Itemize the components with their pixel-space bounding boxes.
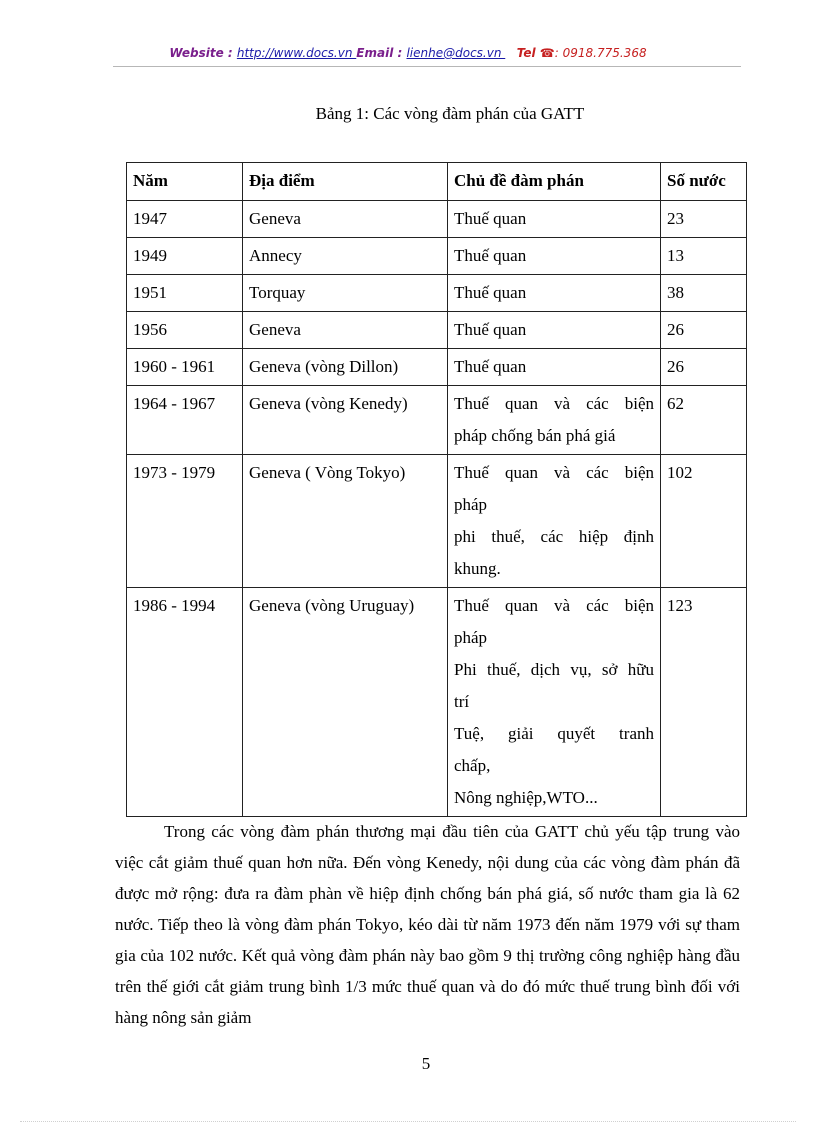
- cell-place: Geneva (vòng Dillon): [243, 349, 448, 386]
- cell-year: 1947: [127, 201, 243, 238]
- table-body: [127, 201, 747, 817]
- page-number: 5: [421, 1054, 431, 1073]
- table-row: [127, 386, 747, 455]
- cell-topic: [448, 201, 661, 238]
- topic-line: chấp,: [454, 756, 491, 775]
- topic-line: phi thuế, các hiệp định: [454, 527, 654, 546]
- cell-year: 1973 - 1979: [127, 455, 243, 588]
- column-header-topic: Chủ đề đàm phán: [448, 163, 661, 201]
- table-caption: Bảng 1: Các vòng đàm phán của GATT: [315, 104, 585, 123]
- topic-line: Thuế quan: [454, 246, 527, 265]
- topic-line: pháp: [454, 628, 488, 647]
- cell-year: 1956: [127, 312, 243, 349]
- header-divider: [113, 66, 741, 67]
- topic-line: Thuế quan và các biện: [454, 463, 654, 482]
- column-header-countries: Số nước: [661, 163, 747, 201]
- tel-label: Tel: [516, 46, 540, 60]
- cell-place: Geneva: [243, 201, 448, 238]
- cell-place: Geneva (vòng Kenedy): [243, 386, 448, 455]
- cell-countries: 102: [661, 455, 747, 588]
- cell-countries: 38: [661, 275, 747, 312]
- topic-line: Thuế quan: [454, 283, 527, 302]
- table-row: [127, 455, 747, 588]
- body-paragraph: Trong các vòng đàm phán thương mại đầu tiên của GATT chủ yếu tập trung vào việc cắt giảm thuế quan hơn nữa. Đến vòng Kenedy, nội dung của các vòng đàm phán đã được mở rộng: đưa ra đàm phàn về hiệp định chống bán phá giá, số nước tham gia là 62 nước. Tiếp theo là vòng đàm phán Tokyo, kéo dài từ năm 1973 đến năm 1979 với sự tham gia của 102 nước. Kết quả vòng đàm phán này bao gồm 9 thị trường công nghiệp hàng đầu trên thế giới cắt giảm trung bình 1/3 mức thuế quan và do đó mức thuế trung bình đối với hàng nông sản giảm: [115, 822, 740, 1027]
- gatt-rounds-table: [126, 162, 747, 817]
- table-row: [127, 238, 747, 275]
- topic-line: Nông nghiệp,WTO...: [454, 788, 598, 807]
- cell-topic: [448, 588, 661, 817]
- cell-place: Annecy: [243, 238, 448, 275]
- cell-place: Geneva: [243, 312, 448, 349]
- topic-line: pháp chống bán phá giá: [454, 426, 616, 445]
- table-row: [127, 275, 747, 312]
- topic-line: khung.: [454, 559, 501, 578]
- column-header-year: Năm: [127, 163, 243, 201]
- topic-line: pháp: [454, 495, 488, 514]
- cell-countries: 123: [661, 588, 747, 817]
- cell-countries: 23: [661, 201, 747, 238]
- cell-year: 1960 - 1961: [127, 349, 243, 386]
- cell-countries: 26: [661, 312, 747, 349]
- website-label: Website :: [169, 46, 237, 60]
- email-label: Email :: [356, 46, 407, 60]
- table-row: [127, 349, 747, 386]
- table-row: [127, 201, 747, 238]
- topic-line: Thuế quan và các biện: [454, 596, 654, 615]
- cell-topic: [448, 238, 661, 275]
- cell-topic: [448, 386, 661, 455]
- cell-countries: 62: [661, 386, 747, 455]
- cell-countries: 26: [661, 349, 747, 386]
- topic-line: Thuế quan và các biện: [454, 394, 654, 413]
- cell-place: Torquay: [243, 275, 448, 312]
- website-link[interactable]: http://www.docs.vn: [236, 46, 357, 60]
- cell-year: 1986 - 1994: [127, 588, 243, 817]
- cell-topic: [448, 455, 661, 588]
- cell-countries: 13: [661, 238, 747, 275]
- cell-place: Geneva ( Vòng Tokyo): [243, 455, 448, 588]
- topic-line: Thuế quan: [454, 320, 527, 339]
- topic-line: Tuệ, giải quyết tranh: [454, 724, 654, 743]
- cell-place: Geneva (vòng Uruguay): [243, 588, 448, 817]
- topic-line: Thuế quan: [454, 357, 527, 376]
- table-row: [127, 312, 747, 349]
- table-header-row: [127, 163, 747, 201]
- cell-year: 1949: [127, 238, 243, 275]
- tel-value: : 0918.775.368: [554, 46, 647, 60]
- cell-year: 1951: [127, 275, 243, 312]
- cell-topic: [448, 312, 661, 349]
- footer-divider: [20, 1121, 796, 1122]
- cell-topic: [448, 349, 661, 386]
- page-header: [0, 46, 816, 60]
- table-row: [127, 588, 747, 817]
- topic-line: Phi thuế, dịch vụ, sở hữu: [454, 660, 654, 679]
- phone-icon: ☎: [539, 46, 555, 60]
- column-header-place: Địa điểm: [243, 163, 448, 201]
- cell-topic: [448, 275, 661, 312]
- topic-line: Thuế quan: [454, 209, 527, 228]
- email-link[interactable]: lienhe@docs.vn: [406, 46, 506, 60]
- cell-year: 1964 - 1967: [127, 386, 243, 455]
- topic-line: trí: [454, 692, 470, 711]
